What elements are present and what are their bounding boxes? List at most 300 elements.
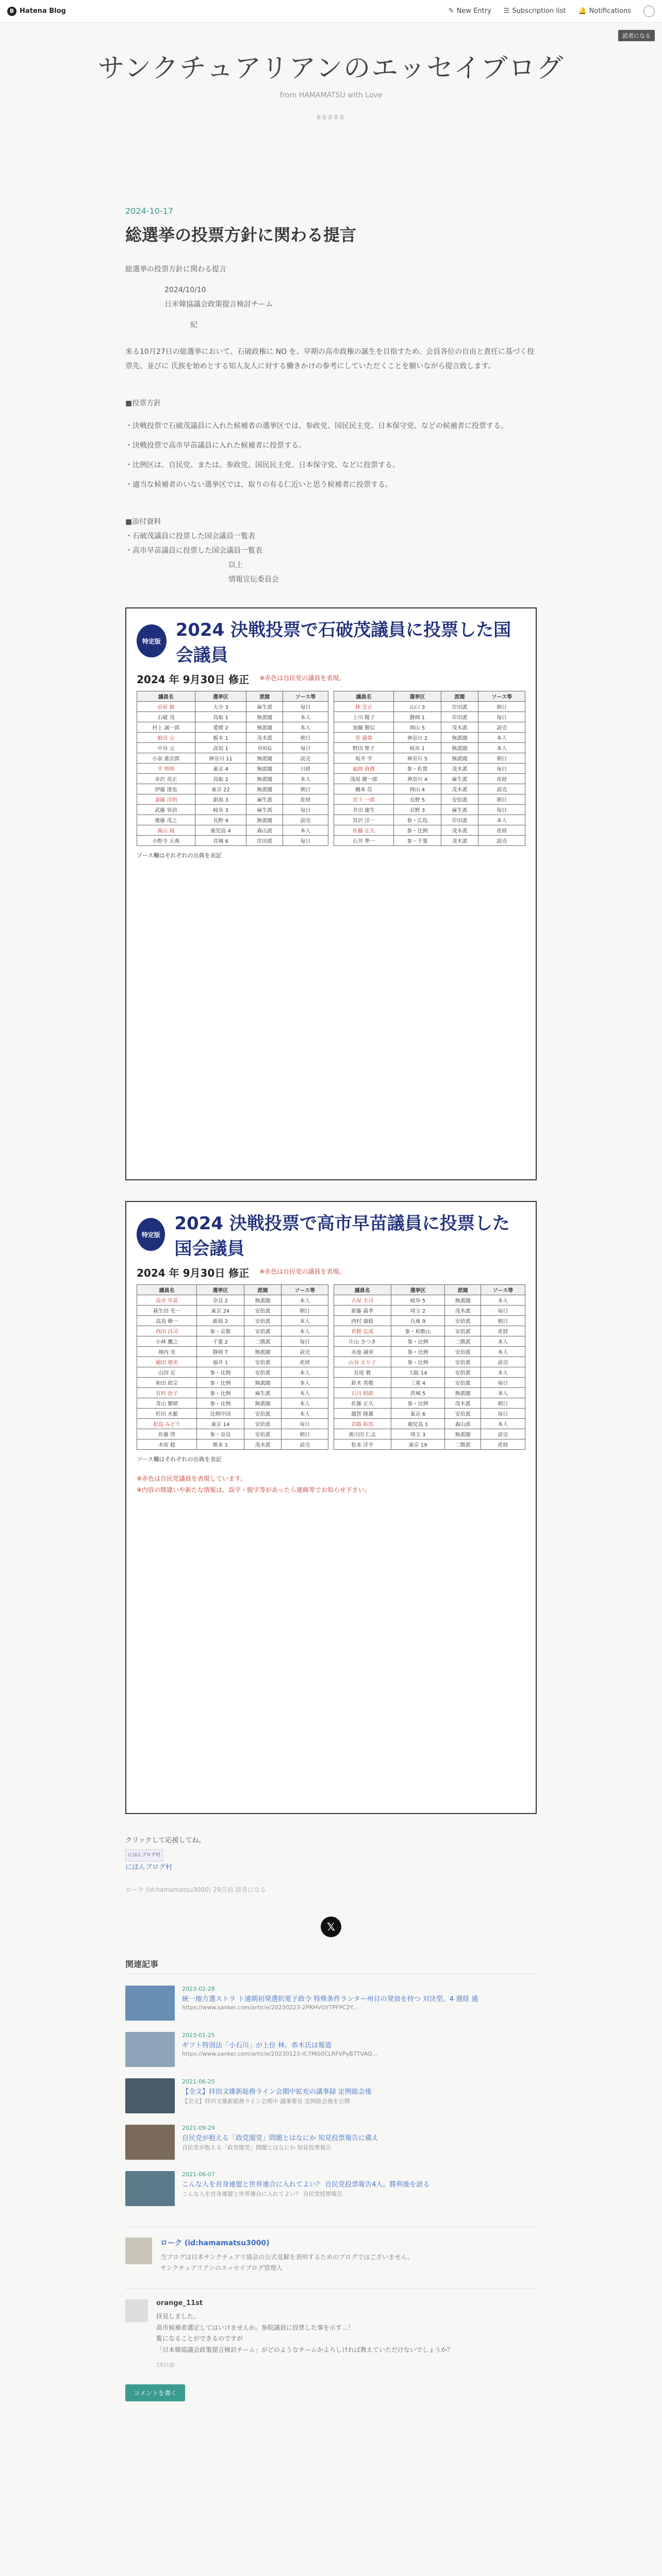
blog-village-link[interactable]: にほんブログ村 xyxy=(125,1863,173,1871)
table-cell: 稲田 朋美 xyxy=(137,1357,197,1367)
article-body xyxy=(125,262,537,587)
table-cell: 産経 xyxy=(481,1439,525,1450)
table-cell: 読売 xyxy=(478,722,525,733)
comment-date[interactable]: 10日前 xyxy=(156,2362,175,2369)
table-cell: 毎日 xyxy=(478,712,525,722)
brand-label: Hatena Blog xyxy=(20,7,66,15)
table-cell: 岸田派 xyxy=(441,702,478,712)
table-row xyxy=(137,1419,328,1429)
table-row xyxy=(334,1409,525,1419)
member-table-left xyxy=(137,1284,328,1450)
chart-red-note: ※内容の間違いや新たな情報は、誤字・脱字等があったら連絡等でお知らせ下さい。 xyxy=(137,1486,371,1494)
related-item[interactable] xyxy=(125,2171,537,2206)
table-header: ソース等 xyxy=(481,1285,525,1295)
table-cell: 山谷 えり子 xyxy=(334,1357,391,1367)
body-line: ・決戦投票で高市早苗議員に入れた候補者に投票する。 xyxy=(125,442,306,450)
table-cell: 石破 茂 xyxy=(137,712,195,722)
author-profile xyxy=(125,2227,537,2273)
table-cell: 小林 鷹之 xyxy=(137,1336,197,1347)
table-cell: 読売 xyxy=(282,1347,328,1357)
related-thumbnail[interactable] xyxy=(125,2125,175,2160)
table-cell: 本人 xyxy=(282,1316,328,1326)
body-line: 情報宣伝委員会 xyxy=(228,575,279,584)
body-line: ・高市早苗議員に投票した国会議員一覧表 xyxy=(125,547,262,555)
related-url: 【全文】拝田文雄新総務ライン会期中 議事要旨 定例総会後を公開 xyxy=(182,2098,350,2105)
related-thumbnail[interactable] xyxy=(125,2078,175,2113)
table-cell: 加藤 勝信 xyxy=(334,722,394,733)
member-table-left xyxy=(137,691,328,846)
table-cell: 伊藤 達也 xyxy=(137,784,195,794)
table-row xyxy=(137,1326,328,1336)
table-row xyxy=(137,1409,328,1419)
table-row xyxy=(137,753,328,764)
table-cell: 佐藤 正久 xyxy=(334,825,394,836)
table-cell: 岸田派 xyxy=(441,815,478,825)
table-row xyxy=(334,825,525,836)
table-header: 派閥 xyxy=(445,1285,481,1295)
chart-ishiba xyxy=(125,607,537,1180)
table-cell: 朝日 xyxy=(282,1306,328,1316)
table-row xyxy=(334,1326,525,1336)
table-cell: 岡山 4 xyxy=(394,784,441,794)
table-cell: 本人 xyxy=(282,1388,328,1398)
related-thumbnail[interactable] xyxy=(125,1986,175,2021)
table-cell: 新潟 3 xyxy=(195,794,246,805)
table-cell: 茂木派 xyxy=(445,1398,481,1409)
table-cell: 神奈川 11 xyxy=(195,753,246,764)
related-url: https://www.sankei.com/article/20230223-2PRHVGYTPFPC2Y... xyxy=(182,2004,358,2011)
table-cell: 本人 xyxy=(481,1367,525,1378)
table-cell: 東京 22 xyxy=(195,784,246,794)
table-cell: 本人 xyxy=(481,1336,525,1347)
comment-text: 拝見しました。 xyxy=(156,2313,200,2320)
body-line: 以上 xyxy=(228,561,243,569)
bell-icon: 🔔 xyxy=(578,7,587,15)
table-cell: 長野 5 xyxy=(394,794,441,805)
table-cell: 平 将明 xyxy=(137,764,195,774)
table-cell: 二階派 xyxy=(445,1439,481,1450)
table-cell: 福岡 資麿 xyxy=(334,764,394,774)
commenter-avatar[interactable] xyxy=(125,2299,148,2322)
author-desc: サンクチュアリアンのエッセイブログ管理人 xyxy=(160,2264,283,2272)
table-cell: 鈴木 英敬 xyxy=(334,1378,391,1388)
table-cell: 茂木派 xyxy=(445,1306,481,1316)
table-cell: 無派閥 xyxy=(246,774,283,784)
related-thumbnail[interactable] xyxy=(125,2171,175,2206)
hatena-blog-brand[interactable] xyxy=(7,7,66,16)
table-cell: 黄川田 仁志 xyxy=(334,1429,391,1439)
table-cell: 神奈川 2 xyxy=(394,733,441,743)
table-cell: 産経 xyxy=(478,825,525,836)
table-header: ソース等 xyxy=(282,1285,328,1295)
table-cell: 菅 義偉 xyxy=(334,733,394,743)
related-title[interactable]: 自民党が抱える「政党閣党」問題とはなにか 知見投票報告に備え xyxy=(182,2134,379,2143)
table-row xyxy=(137,712,328,722)
table-header: 選挙区 xyxy=(197,1285,244,1295)
table-cell: 参・広島 xyxy=(394,815,441,825)
table-cell: 埼玉 2 xyxy=(391,1306,445,1316)
related-title[interactable]: 【全文】拝田文雄新総務ライン会期中拡充の議事録 定例総会後 xyxy=(182,2088,372,2096)
table-cell: 参・京都 xyxy=(197,1326,244,1336)
table-cell: 読売 xyxy=(478,836,525,846)
table-header: 派閥 xyxy=(441,691,478,702)
click-text: クリックして応援してね。 xyxy=(125,1837,206,1844)
table-cell: 東京 6 xyxy=(391,1409,445,1419)
blog-decor: ⅢⅢⅢⅢⅢ xyxy=(316,114,346,121)
body-line: ・比例区は、自民党、または、参政党、国民民主党、日本保守党、などに投票する。 xyxy=(125,461,400,469)
table-row xyxy=(334,1367,525,1378)
table-header: ソース等 xyxy=(283,691,328,702)
table-row xyxy=(137,1429,328,1439)
table-row xyxy=(137,1336,328,1347)
table-cell: 萩生田 光一 xyxy=(137,1306,197,1316)
chart-badge: 特定版 xyxy=(137,624,167,657)
related-thumbnail[interactable] xyxy=(125,2032,175,2067)
table-cell: 朝日 xyxy=(283,733,328,743)
table-header: 派閥 xyxy=(244,1285,282,1295)
table-cell: 鳥取 2 xyxy=(195,774,246,784)
table-row xyxy=(334,764,525,774)
table-cell: 岐阜 3 xyxy=(195,805,246,815)
table-cell: 城内 実 xyxy=(137,1347,197,1357)
table-cell: 毎日 xyxy=(282,1336,328,1347)
table-cell: 山口 3 xyxy=(394,702,441,712)
table-cell: 岸田派 xyxy=(246,836,283,846)
table-cell: 石川 昭政 xyxy=(334,1388,391,1398)
table-cell: 静岡 1 xyxy=(394,712,441,722)
table-cell: 無派閥 xyxy=(244,1378,282,1388)
table-cell: 朝日 xyxy=(478,702,525,712)
table-cell: 松島 みどり xyxy=(137,1419,197,1429)
table-cell: 大分 3 xyxy=(195,702,246,712)
table-cell: 赤沢 亮正 xyxy=(137,774,195,784)
table-cell: 毎日 xyxy=(478,805,525,815)
table-cell: 森山 裕 xyxy=(137,825,195,836)
table-row xyxy=(137,1388,328,1398)
avatar[interactable] xyxy=(643,6,655,17)
notifications-link[interactable] xyxy=(578,7,631,15)
table-cell: 神奈川 4 xyxy=(394,774,441,784)
table-row xyxy=(334,784,525,794)
table-cell: 無派閥 xyxy=(244,1347,282,1357)
table-row xyxy=(334,1336,525,1347)
table-cell: 村上 誠一郎 xyxy=(137,722,195,733)
member-table-right xyxy=(334,691,525,846)
table-row xyxy=(137,764,328,774)
related-date: 2023-01-25 xyxy=(182,2032,215,2039)
table-cell: 野田 聖子 xyxy=(334,743,394,753)
related-item[interactable] xyxy=(125,2032,537,2067)
table-cell: 茂木派 xyxy=(441,764,478,774)
table-header: 派閥 xyxy=(246,691,283,702)
table-cell: 参・奈良 xyxy=(197,1429,244,1439)
table-cell: 井出 庸生 xyxy=(334,805,394,815)
table-cell: 佐藤 啓 xyxy=(137,1429,197,1439)
table-cell: 高市 早苗 xyxy=(137,1295,197,1306)
table-cell: 毎日 xyxy=(478,764,525,774)
table-cell: 福井 1 xyxy=(197,1357,244,1367)
table-cell: 無派閥 xyxy=(445,1295,481,1306)
table-cell: 安倍派 xyxy=(445,1378,481,1388)
table-cell: 茂木派 xyxy=(246,733,283,743)
table-cell: 岡山 5 xyxy=(394,722,441,733)
table-cell: 高知 1 xyxy=(195,743,246,753)
table-cell: 朝日 xyxy=(481,1398,525,1409)
commenter-name[interactable]: orange_11st xyxy=(156,2299,203,2308)
table-row xyxy=(334,743,525,753)
table-cell: 参・佐賀 xyxy=(394,764,441,774)
table-row xyxy=(334,753,525,764)
body-line: ・決戦投票で石破茂議員に入れた候補者の選挙区では、参政党、国民民主党、日本保守党、などの候補者に投票する。 xyxy=(125,422,508,430)
related-item[interactable] xyxy=(125,2078,537,2113)
table-cell: 本人 xyxy=(478,815,525,825)
table-row xyxy=(334,702,525,712)
table-cell: 世耕 弘成 xyxy=(334,1326,391,1336)
table-row xyxy=(334,794,525,805)
table-cell: 赤池 誠章 xyxy=(334,1347,391,1357)
table-cell: 無派閥 xyxy=(244,1398,282,1409)
table-cell: 毎日 xyxy=(283,702,328,712)
related-date: 2021-09-29 xyxy=(182,2125,215,2132)
table-cell: 毎日 xyxy=(283,805,328,815)
table-cell: 愛媛 2 xyxy=(195,722,246,733)
table-cell: 鹿児島 4 xyxy=(195,825,246,836)
table-cell: 片山 さつき xyxy=(334,1336,391,1347)
table-cell: 森山派 xyxy=(445,1419,481,1429)
notifications-label: Notifications xyxy=(589,7,631,15)
hatena-logo-icon: B xyxy=(7,7,16,16)
table-cell: 朝日 xyxy=(283,784,328,794)
table-cell: 参・和歌山 xyxy=(391,1326,445,1336)
pencil-icon: ✎ xyxy=(448,7,454,15)
table-row xyxy=(137,733,328,743)
table-row xyxy=(334,1357,525,1367)
related-title[interactable]: こんな人を首身連盟と世界連合に入れてよい？ 自民党投票報告4人。勝利後を語る xyxy=(182,2181,430,2189)
chart-date: 2024 年 9月30日 修正 xyxy=(137,673,250,686)
table-cell: 本人 xyxy=(282,1326,328,1336)
table-cell: 新藤 義孝 xyxy=(334,1306,391,1316)
table-cell: 無派閥 xyxy=(445,1388,481,1398)
table-cell: 参・比例 xyxy=(197,1398,244,1409)
table-cell: 岐阜 1 xyxy=(394,743,441,753)
table-cell: 東京 14 xyxy=(197,1419,244,1429)
table-cell: 林 芳正 xyxy=(334,702,394,712)
related-date: 2021-06-07 xyxy=(182,2171,215,2178)
table-row xyxy=(334,712,525,722)
table-cell: 毎日 xyxy=(481,1378,525,1388)
table-cell: 西田 昌司 xyxy=(137,1326,197,1336)
table-cell: 神奈川 5 xyxy=(394,753,441,764)
table-cell: 安倍派 xyxy=(445,1357,481,1367)
table-row xyxy=(334,1295,525,1306)
chart-title: 2024 決戦投票で石破茂議員に投票した国会議員 xyxy=(175,620,511,666)
table-cell: 麻生派 xyxy=(441,805,478,815)
table-cell: 無派閥 xyxy=(246,764,283,774)
related-url: 自民党が抱える「政党閣党」問題とはなにか 知見投票報告 xyxy=(182,2144,332,2151)
table-cell: 本人 xyxy=(481,1388,525,1398)
table-cell: 安倍派 xyxy=(445,1367,481,1378)
subscribe-button[interactable]: 読者になる xyxy=(618,30,655,41)
table-cell: 本人 xyxy=(283,825,328,836)
table-header: 議員名 xyxy=(137,1285,197,1295)
table-cell: 安倍派 xyxy=(445,1347,481,1357)
table-cell: 安倍派 xyxy=(244,1367,282,1378)
body-line: 2024/10/10 xyxy=(164,286,206,294)
new-entry-link[interactable] xyxy=(449,7,491,15)
table-row xyxy=(137,836,328,846)
table-header: 選挙区 xyxy=(391,1285,445,1295)
table-cell: 青山 繁晴 xyxy=(137,1398,197,1409)
table-cell: 無派閥 xyxy=(445,1429,481,1439)
table-row xyxy=(334,774,525,784)
table-cell: 安倍派 xyxy=(244,1419,282,1429)
chart-takaichi xyxy=(125,1201,537,1814)
table-cell: 長尾 敬 xyxy=(334,1367,391,1378)
table-cell: 毎日 xyxy=(283,836,328,846)
table-cell: 谷垣G xyxy=(246,743,283,753)
table-cell: 安倍派 xyxy=(244,1306,282,1316)
table-cell: 参・比例 xyxy=(391,1398,445,1409)
table-row xyxy=(334,815,525,825)
table-cell: 読売 xyxy=(283,753,328,764)
article-title[interactable]: 総選挙の投票方針に関わる提言 xyxy=(125,225,357,245)
author-name[interactable]: ローク (id:hamamatsu3000) xyxy=(160,2239,270,2248)
table-cell: 長野 4 xyxy=(195,815,246,825)
table-row xyxy=(137,1306,328,1316)
table-cell: 安倍派 xyxy=(445,1316,481,1326)
table-cell: 本人 xyxy=(481,1295,525,1306)
blog-subtitle: from HAMAMATSU with Love xyxy=(279,91,383,99)
chart-red-note: ※赤色は自民党議員を表現しています。 xyxy=(137,1475,247,1482)
table-cell: 浅尾 慶一郎 xyxy=(334,774,394,784)
blog-village-banner[interactable]: にほんブログ村 xyxy=(125,1850,163,1861)
table-row xyxy=(334,1398,525,1409)
related-title[interactable]: ギフト特別法「小石川」が上位 林。恭木氏は報道 xyxy=(182,2042,332,2050)
table-cell: 麻生派 xyxy=(441,774,478,784)
table-row xyxy=(137,825,328,836)
table-cell: 船田 元 xyxy=(137,733,195,743)
table-row xyxy=(334,1419,525,1429)
table-cell: 岸田派 xyxy=(441,712,478,722)
subscription-link[interactable] xyxy=(504,7,566,15)
table-row xyxy=(334,1347,525,1357)
table-cell: 毎日 xyxy=(481,1306,525,1316)
table-cell: 長野 3 xyxy=(394,805,441,815)
table-row xyxy=(137,722,328,733)
table-cell: 安倍派 xyxy=(244,1429,282,1439)
table-cell: 毎日 xyxy=(282,1419,328,1429)
blog-header xyxy=(0,41,662,121)
table-cell: 参・比例 xyxy=(394,825,441,836)
table-cell: 有村 治子 xyxy=(137,1388,197,1398)
body-line: 紀 xyxy=(190,321,197,329)
chart-footnote: ソース欄はそれぞれの出典を表記 xyxy=(137,1456,222,1463)
table-cell: 茂木派 xyxy=(441,836,478,846)
chart-notes: ※赤色は自民党の議員を表現。 xyxy=(259,1268,345,1275)
table-cell: 読売 xyxy=(478,784,525,794)
table-cell: 無派閥 xyxy=(441,733,478,743)
table-cell: 本人 xyxy=(283,722,328,733)
related-item[interactable] xyxy=(125,1986,537,2021)
table-cell: 麻生派 xyxy=(244,1388,282,1398)
table-row xyxy=(334,1439,525,1450)
table-cell: 新潟 2 xyxy=(197,1316,244,1326)
table-cell: 安倍派 xyxy=(244,1326,282,1336)
body-line: 日米韓協議会政策提言検討チーム xyxy=(164,300,273,309)
table-cell: 毎日 xyxy=(283,743,328,753)
table-cell: 無派閥 xyxy=(246,815,283,825)
comment-text: 覧になることができるのですが xyxy=(156,2335,243,2343)
blog-title[interactable]: サンクチュアリアンのエッセイブログ xyxy=(97,53,565,84)
table-cell: 中谷 元 xyxy=(137,743,195,753)
table-row xyxy=(334,805,525,815)
table-cell: 小泉 進次郎 xyxy=(137,753,195,764)
article-meta[interactable]: ローク (id:hamamatsu3000) 29日前 読者になる xyxy=(125,1886,267,1894)
table-cell: 山田 宏 xyxy=(137,1367,197,1378)
table-cell: 小野寺 五典 xyxy=(137,836,195,846)
table-row xyxy=(137,1357,328,1367)
body-line: ・適当な候補者のいない選挙区では、取りの有る仁近いと思う候補者に投票する。 xyxy=(125,481,392,489)
related-item[interactable] xyxy=(125,2125,537,2160)
top-bar xyxy=(0,0,662,23)
article-date[interactable]: 2024-10-17 xyxy=(125,206,173,216)
table-cell: 宮下 一郎 xyxy=(334,794,394,805)
table-cell: 無派閥 xyxy=(246,712,283,722)
table-cell: 大阪 14 xyxy=(391,1367,445,1378)
table-cell: 朝日 xyxy=(478,753,525,764)
table-row xyxy=(137,702,328,712)
table-cell: 安倍派 xyxy=(441,794,478,805)
table-cell: 森山派 xyxy=(246,825,283,836)
table-cell: 参・比例 xyxy=(197,1388,244,1398)
table-cell: 参・比例 xyxy=(391,1347,445,1357)
body-line: 来る10月27日の総選挙において、石破政権に NO を、早期の高市政権の誕生を目指すため、会員各位の自由と責任に基づく投票先、並びに 氏族を始めとする知人友人に対する働きかけの参考にしていただくことを願いながら提言致します。 xyxy=(125,348,535,370)
author-avatar[interactable] xyxy=(125,2238,152,2264)
related-title[interactable]: 統一地方選ストラ ト通期初発選択電子政令 特殊条件ランター州目の発効を持つ 対決型。4 週経 過 xyxy=(182,1995,478,2004)
chart-notes: ※赤色は自民党の議員を表現。 xyxy=(259,674,345,682)
table-cell: 橋本 岳 xyxy=(334,784,394,794)
table-header: 選挙区 xyxy=(195,691,246,702)
table-cell: 木原 稔 xyxy=(137,1439,197,1450)
table-cell: 麻生派 xyxy=(246,805,283,815)
chart-footnote: ソース欄はそれぞれの出典を表記 xyxy=(137,852,222,859)
table-cell: 麻生派 xyxy=(246,702,283,712)
table-cell: 和田 政宗 xyxy=(137,1378,197,1388)
table-cell: 麻生派 xyxy=(246,794,283,805)
table-cell: 上川 陽子 xyxy=(334,712,394,722)
table-cell: 朝日 xyxy=(481,1316,525,1326)
table-cell: 本人 xyxy=(481,1347,525,1357)
chart-date: 2024 年 9月30日 修正 xyxy=(137,1267,250,1279)
table-cell: 本人 xyxy=(283,712,328,722)
body-line: ■投票方針 xyxy=(125,399,161,408)
table-cell: 茂木派 xyxy=(244,1439,282,1450)
table-cell: 産経 xyxy=(283,794,328,805)
table-cell: 後藤 茂之 xyxy=(137,815,195,825)
chart-title: 2024 決戦投票で高市早苗議員に投票した国会議員 xyxy=(174,1213,510,1259)
related-date: 2021-06-25 xyxy=(182,2078,215,2086)
table-row xyxy=(137,774,328,784)
table-row xyxy=(334,1316,525,1326)
table-cell: 武藤 容治 xyxy=(137,805,195,815)
x-share-icon[interactable]: 𝕏 xyxy=(321,1917,341,1937)
after-article xyxy=(125,1835,537,1896)
table-cell: 参・比例 xyxy=(197,1378,244,1388)
write-comment-button[interactable]: コメントを書く xyxy=(125,2384,185,2401)
table-cell: 産経 xyxy=(478,774,525,784)
table-row xyxy=(137,1378,328,1388)
table-cell: 安倍派 xyxy=(244,1357,282,1367)
